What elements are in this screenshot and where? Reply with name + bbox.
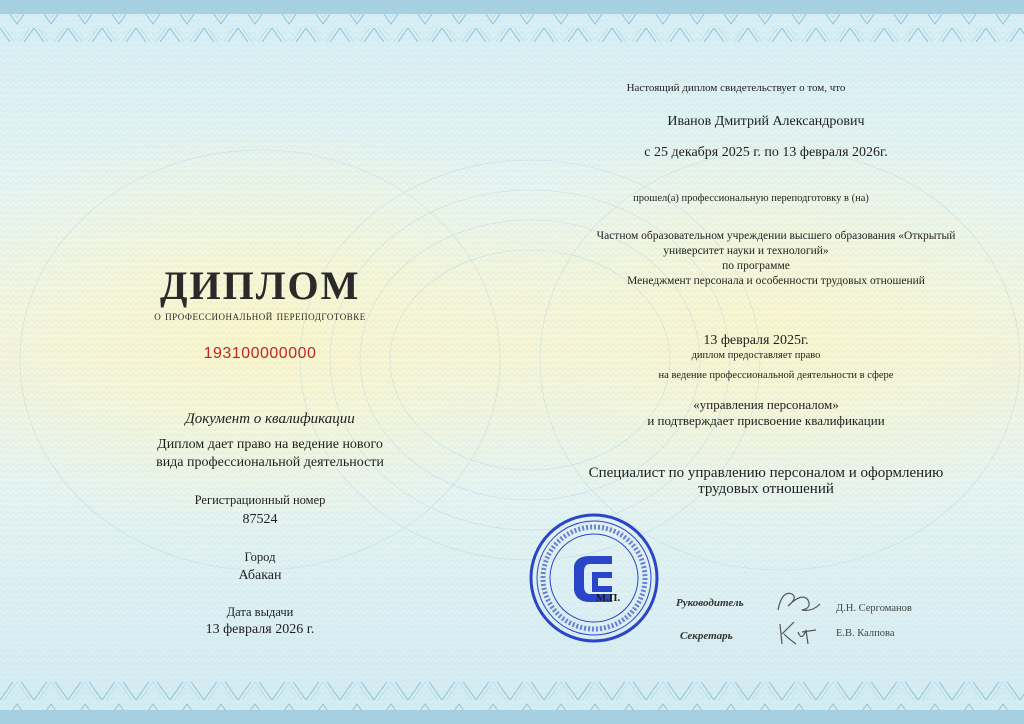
diploma-title: ДИПЛОМ bbox=[160, 263, 361, 308]
institution-line-2: университет науки и технологий» bbox=[663, 245, 829, 257]
program-name: Менеджмент персонала и особенности трудовых отношений bbox=[627, 275, 925, 287]
city-label: Город bbox=[244, 550, 276, 564]
activity-sphere-text: на ведение профессиональной деятельности в сфере bbox=[658, 370, 894, 381]
institution-line-1: Частном образовательном учреждении высшего образования «Открытый bbox=[596, 230, 956, 242]
program-label: по программе bbox=[722, 260, 790, 272]
secretary-name: Е.В. Калпова bbox=[836, 628, 895, 639]
confirms-text: и подтверждает присвоение квалификации bbox=[647, 413, 885, 428]
diploma-subtitle: о профессиональной переподготовке bbox=[154, 308, 366, 323]
issue-date-value: 13 февраля 2026 г. bbox=[205, 622, 315, 637]
head-label: Руководитель bbox=[676, 597, 744, 609]
diploma-number: 193100000000 bbox=[203, 345, 317, 362]
mp-label: М.П. bbox=[595, 592, 621, 604]
head-name: Д.Н. Сергоманов bbox=[836, 603, 912, 614]
reg-number-label: Регистрационный номер bbox=[194, 493, 326, 507]
qualification-doc-label: Документ о квалификации bbox=[185, 411, 355, 427]
date-2: 13 февраля 2025г. bbox=[703, 333, 809, 348]
rights-line-1: Диплом дает право на ведение нового bbox=[157, 437, 383, 452]
passed-text: прошел(а) профессиональную переподготовку в (на) bbox=[633, 193, 869, 204]
sphere-name: «управления персоналом» bbox=[693, 397, 839, 412]
qualification-line-1: Специалист по управлению персоналом и оформлению bbox=[588, 465, 944, 481]
head-signature-icon bbox=[772, 584, 824, 620]
recipient-name: Иванов Дмитрий Александрович bbox=[667, 114, 865, 129]
certifies-text: Настоящий диплом свидетельствует о том, что bbox=[626, 82, 846, 94]
reg-number-value: 87524 bbox=[242, 512, 278, 527]
secretary-label: Секретарь bbox=[680, 630, 733, 642]
rights-line-2: вида профессиональной деятельности bbox=[156, 455, 384, 470]
gives-right-text: диплом предоставляет право bbox=[691, 350, 821, 361]
stamp-seal-icon bbox=[528, 512, 660, 644]
issue-date-label: Дата выдачи bbox=[226, 605, 294, 619]
secretary-signature-icon bbox=[772, 618, 824, 650]
qualification-line-2: трудовых отношений bbox=[698, 481, 834, 497]
city-value: Абакан bbox=[238, 568, 282, 583]
study-period: с 25 декабря 2025 г. по 13 февраля 2026г. bbox=[644, 145, 888, 160]
